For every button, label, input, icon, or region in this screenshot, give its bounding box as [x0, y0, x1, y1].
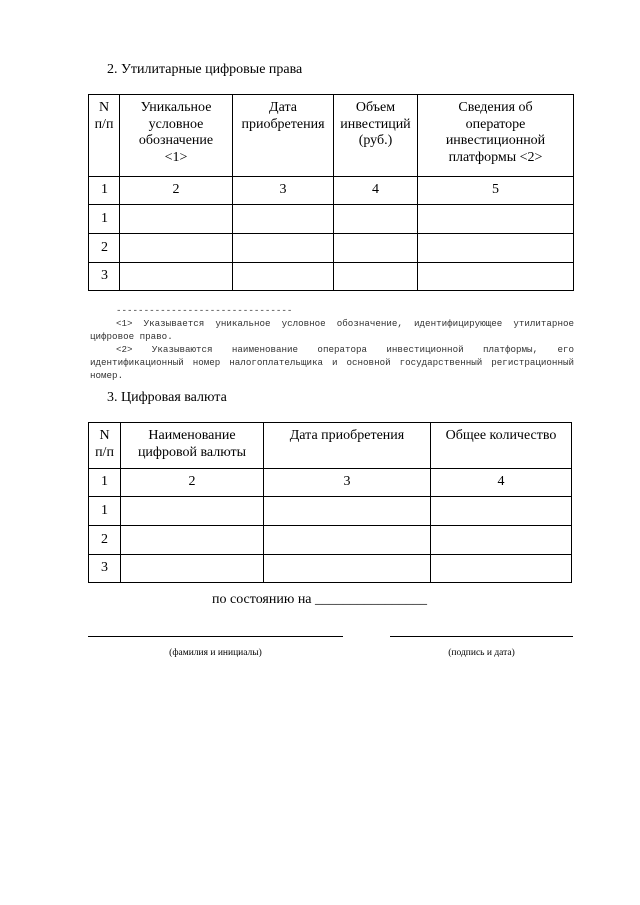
table-cell	[431, 526, 572, 555]
table-cell	[418, 234, 574, 263]
header-n	[89, 423, 121, 469]
table-header-row	[89, 423, 572, 469]
signature-date-line[interactable]	[390, 636, 573, 637]
header-total-quantity	[431, 423, 572, 469]
header-unique-designation	[120, 95, 233, 177]
utility-rights-table	[88, 94, 574, 291]
name-caption: (фамилия и инициалы)	[169, 648, 262, 658]
column-number: 3	[264, 469, 431, 497]
header-n-line: п/п	[94, 116, 114, 132]
section-2-title: 2. Утилитарные цифровые права	[107, 62, 303, 77]
header-line: Объем	[355, 100, 396, 115]
column-number: 1	[89, 177, 120, 205]
header-line: приобретения	[241, 116, 325, 132]
header-line: (руб.)	[358, 133, 393, 148]
header-n	[89, 95, 120, 177]
column-number: 2	[121, 469, 264, 497]
table-cell	[121, 497, 264, 526]
table-row	[89, 234, 574, 263]
header-currency-name	[121, 423, 264, 469]
table-header-row	[89, 95, 574, 177]
header-line: Общее количество	[445, 428, 557, 443]
column-number: 3	[233, 177, 334, 205]
table-cell	[264, 497, 431, 526]
as-of-label: по состоянию на	[212, 592, 312, 607]
header-line: Сведения об	[458, 100, 533, 115]
table-cell	[120, 234, 233, 263]
header-line: Уникальное	[140, 100, 212, 115]
digital-currency-table	[88, 422, 572, 583]
footnote-separator: --------------------------------	[116, 305, 293, 316]
table-cell	[264, 526, 431, 555]
footnote-2: <2> Указываются наименование оператора инвестиционной платформы, его идентификационный номер налогоплательщика и основной государственный регистрационный номер.	[90, 344, 574, 381]
table-cell	[233, 263, 334, 291]
column-number: 1	[89, 469, 121, 497]
table-cell	[334, 205, 418, 234]
table-cell	[120, 263, 233, 291]
header-line: операторе	[465, 116, 526, 132]
header-line: цифровой валюты	[137, 444, 247, 460]
table-cell	[233, 205, 334, 234]
row-number: 3	[89, 263, 120, 291]
row-number: 1	[89, 497, 121, 526]
header-n-line: N	[98, 100, 110, 115]
table-cell	[431, 497, 572, 526]
header-n-line: N	[99, 428, 110, 443]
header-line: условное	[148, 116, 204, 132]
table-cell	[264, 555, 431, 583]
table-cell	[431, 555, 572, 583]
header-line: инвестиционной	[445, 133, 546, 148]
header-line: Дата приобретения	[289, 428, 405, 443]
row-number: 2	[89, 234, 120, 263]
column-number: 5	[418, 177, 574, 205]
table-row	[89, 205, 574, 234]
as-of-date-line	[212, 592, 427, 608]
as-of-date-blank[interactable]: ________________	[315, 592, 428, 607]
header-n-line: п/п	[95, 444, 114, 460]
row-number: 1	[89, 205, 120, 234]
header-line: <1>	[164, 149, 188, 165]
table-cell	[233, 234, 334, 263]
table-cell	[120, 205, 233, 234]
table-cell	[334, 263, 418, 291]
column-number: 4	[431, 469, 572, 497]
header-acquisition-date	[264, 423, 431, 469]
table-row	[89, 497, 572, 526]
header-line: платформы <2>	[448, 149, 543, 165]
column-number: 4	[334, 177, 418, 205]
table-cell	[121, 526, 264, 555]
table-cell	[418, 263, 574, 291]
column-number-row	[89, 177, 574, 205]
header-line: Наименование	[148, 428, 236, 443]
table-cell	[334, 234, 418, 263]
column-number: 2	[120, 177, 233, 205]
footnotes	[90, 304, 574, 382]
signature-caption: (подпись и дата)	[448, 648, 515, 658]
section-3-title: 3. Цифровая валюта	[107, 390, 227, 405]
row-number: 2	[89, 526, 121, 555]
header-line: инвестиций	[340, 116, 411, 132]
header-line: Дата	[269, 100, 297, 115]
header-line: обозначение	[138, 133, 214, 148]
name-signature-line[interactable]	[88, 636, 343, 637]
header-acquisition-date	[233, 95, 334, 177]
footnote-1: <1> Указывается уникальное условное обозначение, идентифицирующее утилитарное цифровое право.	[90, 318, 574, 342]
row-number: 3	[89, 555, 121, 583]
table-row	[89, 555, 572, 583]
header-investment-volume	[334, 95, 418, 177]
table-cell	[418, 205, 574, 234]
table-cell	[121, 555, 264, 583]
header-platform-operator	[418, 95, 574, 177]
table-row	[89, 263, 574, 291]
table-row	[89, 526, 572, 555]
column-number-row	[89, 469, 572, 497]
